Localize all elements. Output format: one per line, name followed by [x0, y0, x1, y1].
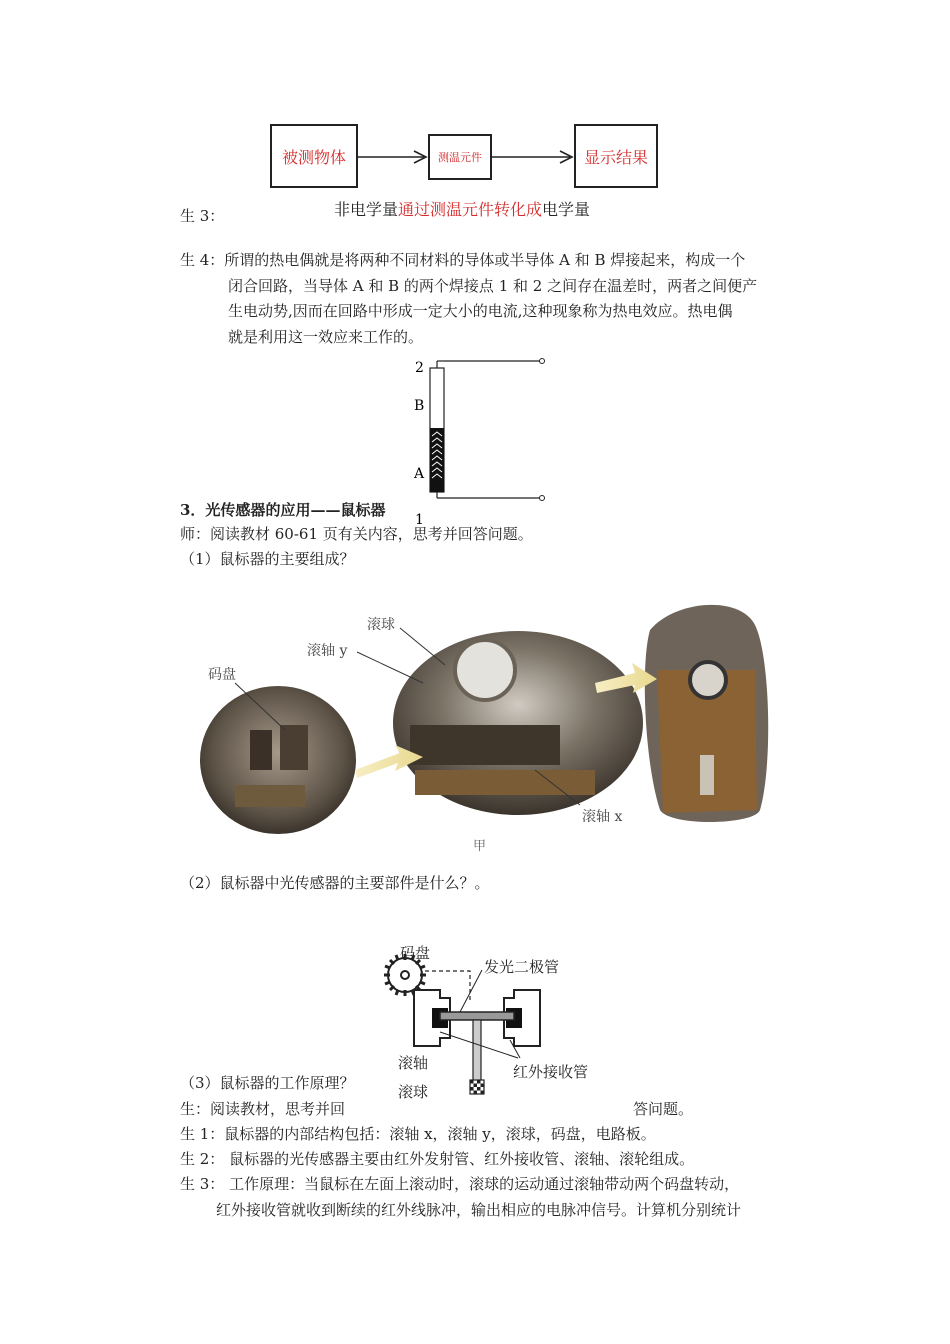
label-disk: 码盘 [208, 667, 236, 683]
label-axle-x: 滚轴 x [582, 809, 623, 825]
section3-heading: 3．光传感器的应用——鼠标器 [180, 501, 386, 519]
sensor-label-axle: 滚轴 [398, 1054, 429, 1072]
label-ball: 滚球 [367, 617, 395, 633]
photo-caption: 甲 [473, 839, 487, 854]
sensor-diagram [370, 940, 610, 1100]
question-2: （2）鼠标器中光传感器的主要部件是什么？。 [180, 874, 490, 892]
sensor-label-ball: 滚球 [398, 1083, 429, 1100]
thermocouple-diagram [405, 352, 555, 527]
sensor-label-ir: 红外接收管 [513, 1063, 589, 1081]
answer-1: 生 1：鼠标器的内部结构包括：滚轴 x，滚轴 y，滚球，码盘，电路板。 [180, 1125, 656, 1143]
answer-intro-a: 生：阅读教材，思考并回 [180, 1100, 346, 1118]
teacher-instruction: 师：阅读教材 60-61 页有关内容，思考并回答问题。 [180, 525, 533, 543]
s4-line-3: 生电动势,因而在回路中形成一定大小的电流,这种现象称为热电效应。热电偶 [228, 302, 733, 320]
s4-line-2: 闭合回路，当导体 A 和 B 的两个焊接点 1 和 2 之间存在温差时，两者之间便产 [228, 277, 758, 295]
answer-3-line-1: 生 3： 工作原理：当鼠标在左面上滚动时，滚球的运动通过滚轴带动两个码盘转动， [180, 1175, 740, 1193]
answer-3-line-2: 红外接收管就收到断续的红外线脉冲，输出相应的电脉冲信号。计算机分别统计 [216, 1201, 742, 1219]
sensor-label-led: 发光二极管 [484, 958, 560, 976]
flow-arrows [0, 0, 950, 220]
thermo-label-1: 1 [415, 512, 424, 527]
answer-2: 生 2： 鼠标器的光传感器主要由红外发射管、红外接收管、滚轴、滚轮组成。 [180, 1150, 695, 1168]
question-3: （3）鼠标器的工作原理？ [180, 1074, 355, 1092]
question-1: （1）鼠标器的主要组成？ [180, 550, 355, 568]
s4-line-4: 就是利用这一效应来工作的。 [228, 328, 424, 346]
flow-box-sensor: 测温元件 [428, 134, 492, 180]
thermo-label-2: 2 [415, 360, 424, 376]
flow-box-result: 显示结果 [574, 124, 658, 188]
flow-box-object: 被测物体 [270, 124, 358, 188]
student3-label: 生 3： [180, 207, 225, 225]
label-axle-y: 滚轴 y [307, 643, 348, 659]
thermo-label-a: A [414, 466, 425, 482]
s4-line-1: 生 4：所谓的热电偶就是将两种不同材料的导体或半导体 A 和 B 焊接起来，构成一个 [180, 251, 746, 269]
sensor-label-disk: 码盘 [400, 944, 431, 962]
thermo-label-b: B [414, 398, 425, 414]
disk-photo [200, 686, 356, 834]
flow-caption: 非电学量通过测温元件转化成电学量 [334, 200, 591, 219]
mouse-photo-figure [195, 595, 785, 855]
answer-intro-b: 答问题。 [633, 1100, 694, 1118]
